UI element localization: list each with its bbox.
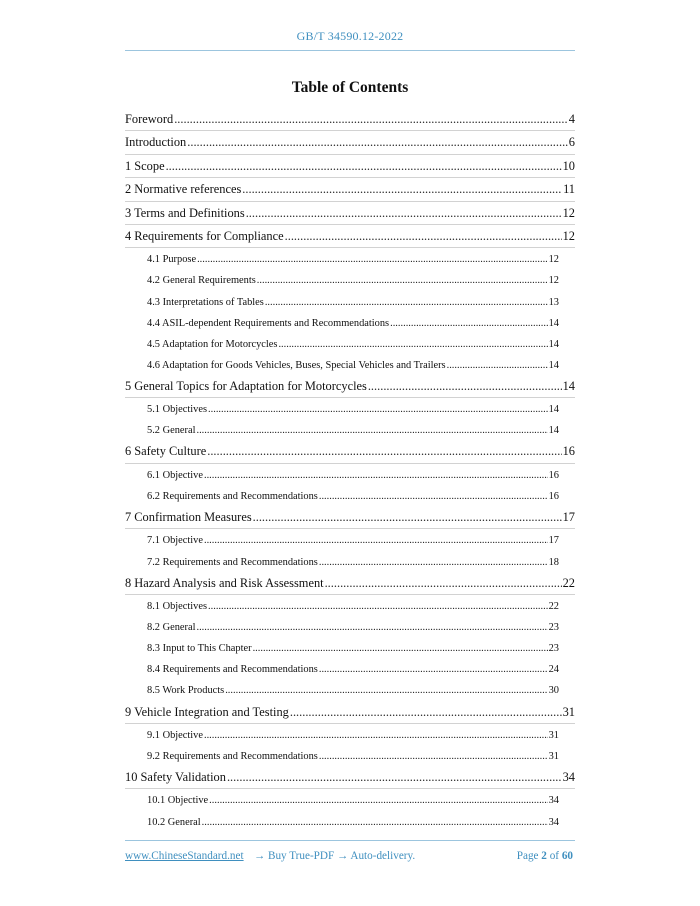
toc-dot-leader: [197, 250, 548, 269]
toc-entry-page: 34: [562, 770, 575, 785]
toc-entry-page: 34: [548, 795, 559, 807]
toc-entry-page: 14: [548, 317, 559, 329]
toc-entry-page: 12: [562, 228, 575, 243]
toc-entry-page: 16: [548, 490, 559, 502]
toc-dot-leader: [278, 335, 547, 354]
toc-entry-page: 34: [548, 816, 559, 828]
toc-entry-page: 14: [548, 359, 559, 371]
toc-entry-page: 10: [562, 158, 575, 173]
toc-entry-label: 6.2 Requirements and Recommendations: [147, 490, 318, 502]
toc-title: Table of Contents: [291, 79, 409, 96]
toc-subsection-entry[interactable]: [125, 293, 575, 314]
toc-subsection-entry[interactable]: [125, 250, 575, 271]
toc-entry-page: 14: [548, 338, 559, 350]
toc-dot-leader: [319, 553, 548, 572]
toc-dot-leader: [225, 681, 547, 700]
toc-entry-label: 5.1 Objectives: [147, 404, 208, 416]
toc-entry-label: Introduction: [125, 135, 187, 150]
toc-section-entry[interactable]: [125, 227, 575, 250]
toc-entry-page: 23: [548, 643, 559, 655]
toc-dot-leader: [319, 487, 548, 506]
toc-subsection-entry[interactable]: [125, 335, 575, 356]
toc-dot-leader: [208, 597, 548, 616]
header-rule: [125, 50, 575, 51]
toc-subsection-entry[interactable]: [125, 747, 575, 768]
of-word: of: [549, 850, 560, 862]
toc-dot-leader: [196, 421, 547, 440]
toc-entry-label: 4.5 Adaptation for Motorcycles: [147, 338, 278, 350]
toc-section-entry[interactable]: [125, 204, 575, 227]
toc-subsection-entry[interactable]: [125, 314, 575, 335]
toc-dot-leader: [257, 271, 548, 290]
page-word: Page: [516, 850, 539, 862]
toc-entry-label: 6.1 Objective: [147, 469, 203, 481]
toc-entry-label: 7.1 Objective: [147, 535, 203, 547]
toc-subsection-entry[interactable]: [125, 813, 575, 834]
toc-dot-leader: [174, 110, 568, 129]
total-pages: 60: [561, 850, 573, 862]
toc-entry-page: 13: [548, 296, 559, 308]
toc-entry-label: 2 Normative references: [125, 182, 242, 197]
toc-entry-page: 17: [562, 510, 575, 525]
toc-entry-page: 23: [548, 622, 559, 634]
toc-dot-leader: [187, 133, 568, 152]
toc-entry-page: 11: [563, 182, 575, 197]
toc-dot-leader: [319, 747, 548, 766]
toc-entry-page: 22: [562, 575, 575, 590]
toc-subsection-entry[interactable]: [125, 356, 575, 377]
toc-entry-page: 16: [562, 444, 575, 459]
toc-section-entry[interactable]: [125, 703, 575, 726]
toc-section-entry[interactable]: [125, 377, 575, 400]
toc-entry-label: 4.1 Purpose: [147, 254, 197, 266]
toc-entry-label: 4.4 ASIL-dependent Requirements and Recommendations: [147, 317, 390, 329]
toc-entry-label: 4.2 General Requirements: [147, 275, 256, 287]
toc-dot-leader: [368, 377, 562, 396]
toc-dot-leader: [253, 639, 548, 658]
toc-dot-leader: [285, 227, 562, 246]
toc-dot-leader: [325, 574, 562, 593]
toc-dot-leader: [246, 204, 562, 223]
toc-dot-leader: [208, 400, 548, 419]
toc-section-entry[interactable]: [125, 442, 575, 465]
toc-dot-leader: [207, 442, 561, 461]
toc-subsection-entry[interactable]: [125, 466, 575, 487]
toc-subsection-entry[interactable]: [125, 553, 575, 574]
purchase-promo-text: → Buy True-PDF → Auto-delivery.: [254, 850, 416, 862]
toc-entry-label: 10.2 General: [147, 816, 201, 828]
toc-subsection-entry[interactable]: [125, 531, 575, 552]
toc-entry-page: 16: [548, 469, 559, 481]
toc-entry-label: 8.5 Work Products: [147, 685, 225, 697]
toc-entry-page: 14: [548, 425, 559, 437]
table-of-contents: [125, 110, 575, 834]
toc-entry-page: 31: [548, 750, 559, 762]
toc-entry-label: 9.1 Objective: [147, 729, 203, 741]
footer-rule: [125, 840, 575, 841]
toc-dot-leader: [202, 813, 548, 832]
toc-dot-leader: [204, 531, 548, 550]
page-footer: [125, 850, 575, 866]
toc-dot-leader: [166, 157, 562, 176]
toc-section-entry[interactable]: [125, 133, 575, 156]
toc-subsection-entry[interactable]: [125, 271, 575, 292]
toc-entry-page: 24: [548, 664, 559, 676]
toc-entry-page: 12: [548, 275, 559, 287]
toc-entry-label: 3 Terms and Definitions: [125, 205, 245, 220]
toc-entry-label: 9 Vehicle Integration and Testing: [125, 704, 289, 719]
toc-entry-label: 1 Scope: [125, 158, 165, 173]
toc-entry-label: 8.3 Input to This Chapter: [147, 643, 252, 655]
toc-entry-label: 8.4 Requirements and Recommendations: [147, 664, 318, 676]
toc-dot-leader: [196, 618, 547, 637]
toc-section-entry[interactable]: [125, 508, 575, 531]
toc-dot-leader: [253, 508, 562, 527]
toc-entry-page: 4: [568, 112, 575, 126]
toc-entry-page: 18: [548, 556, 559, 568]
toc-entry-page: 17: [548, 535, 559, 547]
toc-dot-leader: [290, 703, 562, 722]
toc-entry-page: 12: [548, 254, 559, 266]
toc-entry-label: 6 Safety Culture: [125, 444, 207, 459]
toc-section-entry[interactable]: [125, 110, 575, 133]
toc-dot-leader: [209, 791, 547, 810]
toc-entry-label: 7 Confirmation Measures: [125, 510, 252, 525]
website-link[interactable]: www.ChineseStandard.net: [125, 850, 244, 862]
toc-dot-leader: [265, 293, 548, 312]
toc-dot-leader: [319, 660, 548, 679]
toc-entry-label: 4 Requirements for Compliance: [125, 228, 284, 243]
toc-entry-page: 31: [562, 704, 575, 719]
toc-dot-leader: [390, 314, 548, 333]
toc-dot-leader: [204, 466, 548, 485]
toc-entry-label: 10.1 Objective: [147, 795, 209, 807]
toc-entry-label: 9.2 Requirements and Recommendations: [147, 750, 318, 762]
toc-section-entry[interactable]: [125, 768, 575, 791]
toc-subsection-entry[interactable]: [125, 597, 575, 618]
toc-subsection-entry[interactable]: [125, 421, 575, 442]
toc-subsection-entry[interactable]: [125, 791, 575, 812]
toc-subsection-entry[interactable]: [125, 726, 575, 747]
toc-dot-leader: [204, 726, 548, 745]
toc-subsection-entry[interactable]: [125, 400, 575, 421]
toc-entry-page: 22: [548, 601, 559, 613]
toc-dot-leader: [242, 180, 562, 199]
toc-entry-label: 7.2 Requirements and Recommendations: [147, 556, 318, 568]
toc-entry-label: 8.2 General: [147, 622, 196, 634]
toc-entry-page: 14: [548, 404, 559, 416]
toc-entry-page: 14: [562, 378, 575, 393]
current-page: 2: [541, 850, 547, 862]
toc-entry-page: 30: [548, 685, 559, 697]
toc-dot-leader: [447, 356, 548, 375]
toc-entry-label: 5 General Topics for Adaptation for Motorcycles: [125, 378, 367, 393]
toc-entry-label: 5.2 General: [147, 425, 196, 437]
toc-entry-label: Foreword: [125, 112, 174, 126]
toc-subsection-entry[interactable]: [125, 618, 575, 639]
page-number: [517, 850, 573, 862]
toc-entry-label: 8.1 Objectives: [147, 601, 208, 613]
toc-section-entry[interactable]: [125, 180, 575, 203]
toc-entry-label: 4.6 Adaptation for Goods Vehicles, Buses, Special Vehicles and Trailers: [147, 359, 446, 371]
toc-entry-page: 12: [562, 205, 575, 220]
toc-entry-label: 10 Safety Validation: [125, 770, 226, 785]
toc-subsection-entry[interactable]: [125, 681, 575, 702]
toc-section-entry[interactable]: [125, 157, 575, 180]
toc-dot-leader: [227, 768, 562, 787]
toc-subsection-entry[interactable]: [125, 639, 575, 660]
toc-entry-page: 31: [548, 729, 559, 741]
toc-entry-label: 4.3 Interpretations of Tables: [147, 296, 264, 308]
toc-entry-page: 6: [568, 135, 575, 150]
toc-section-entry[interactable]: [125, 574, 575, 597]
toc-subsection-entry[interactable]: [125, 487, 575, 508]
toc-subsection-entry[interactable]: [125, 660, 575, 681]
running-header: GB/T 34590.12-2022: [296, 29, 404, 43]
toc-entry-label: 8 Hazard Analysis and Risk Assessment: [125, 575, 324, 590]
